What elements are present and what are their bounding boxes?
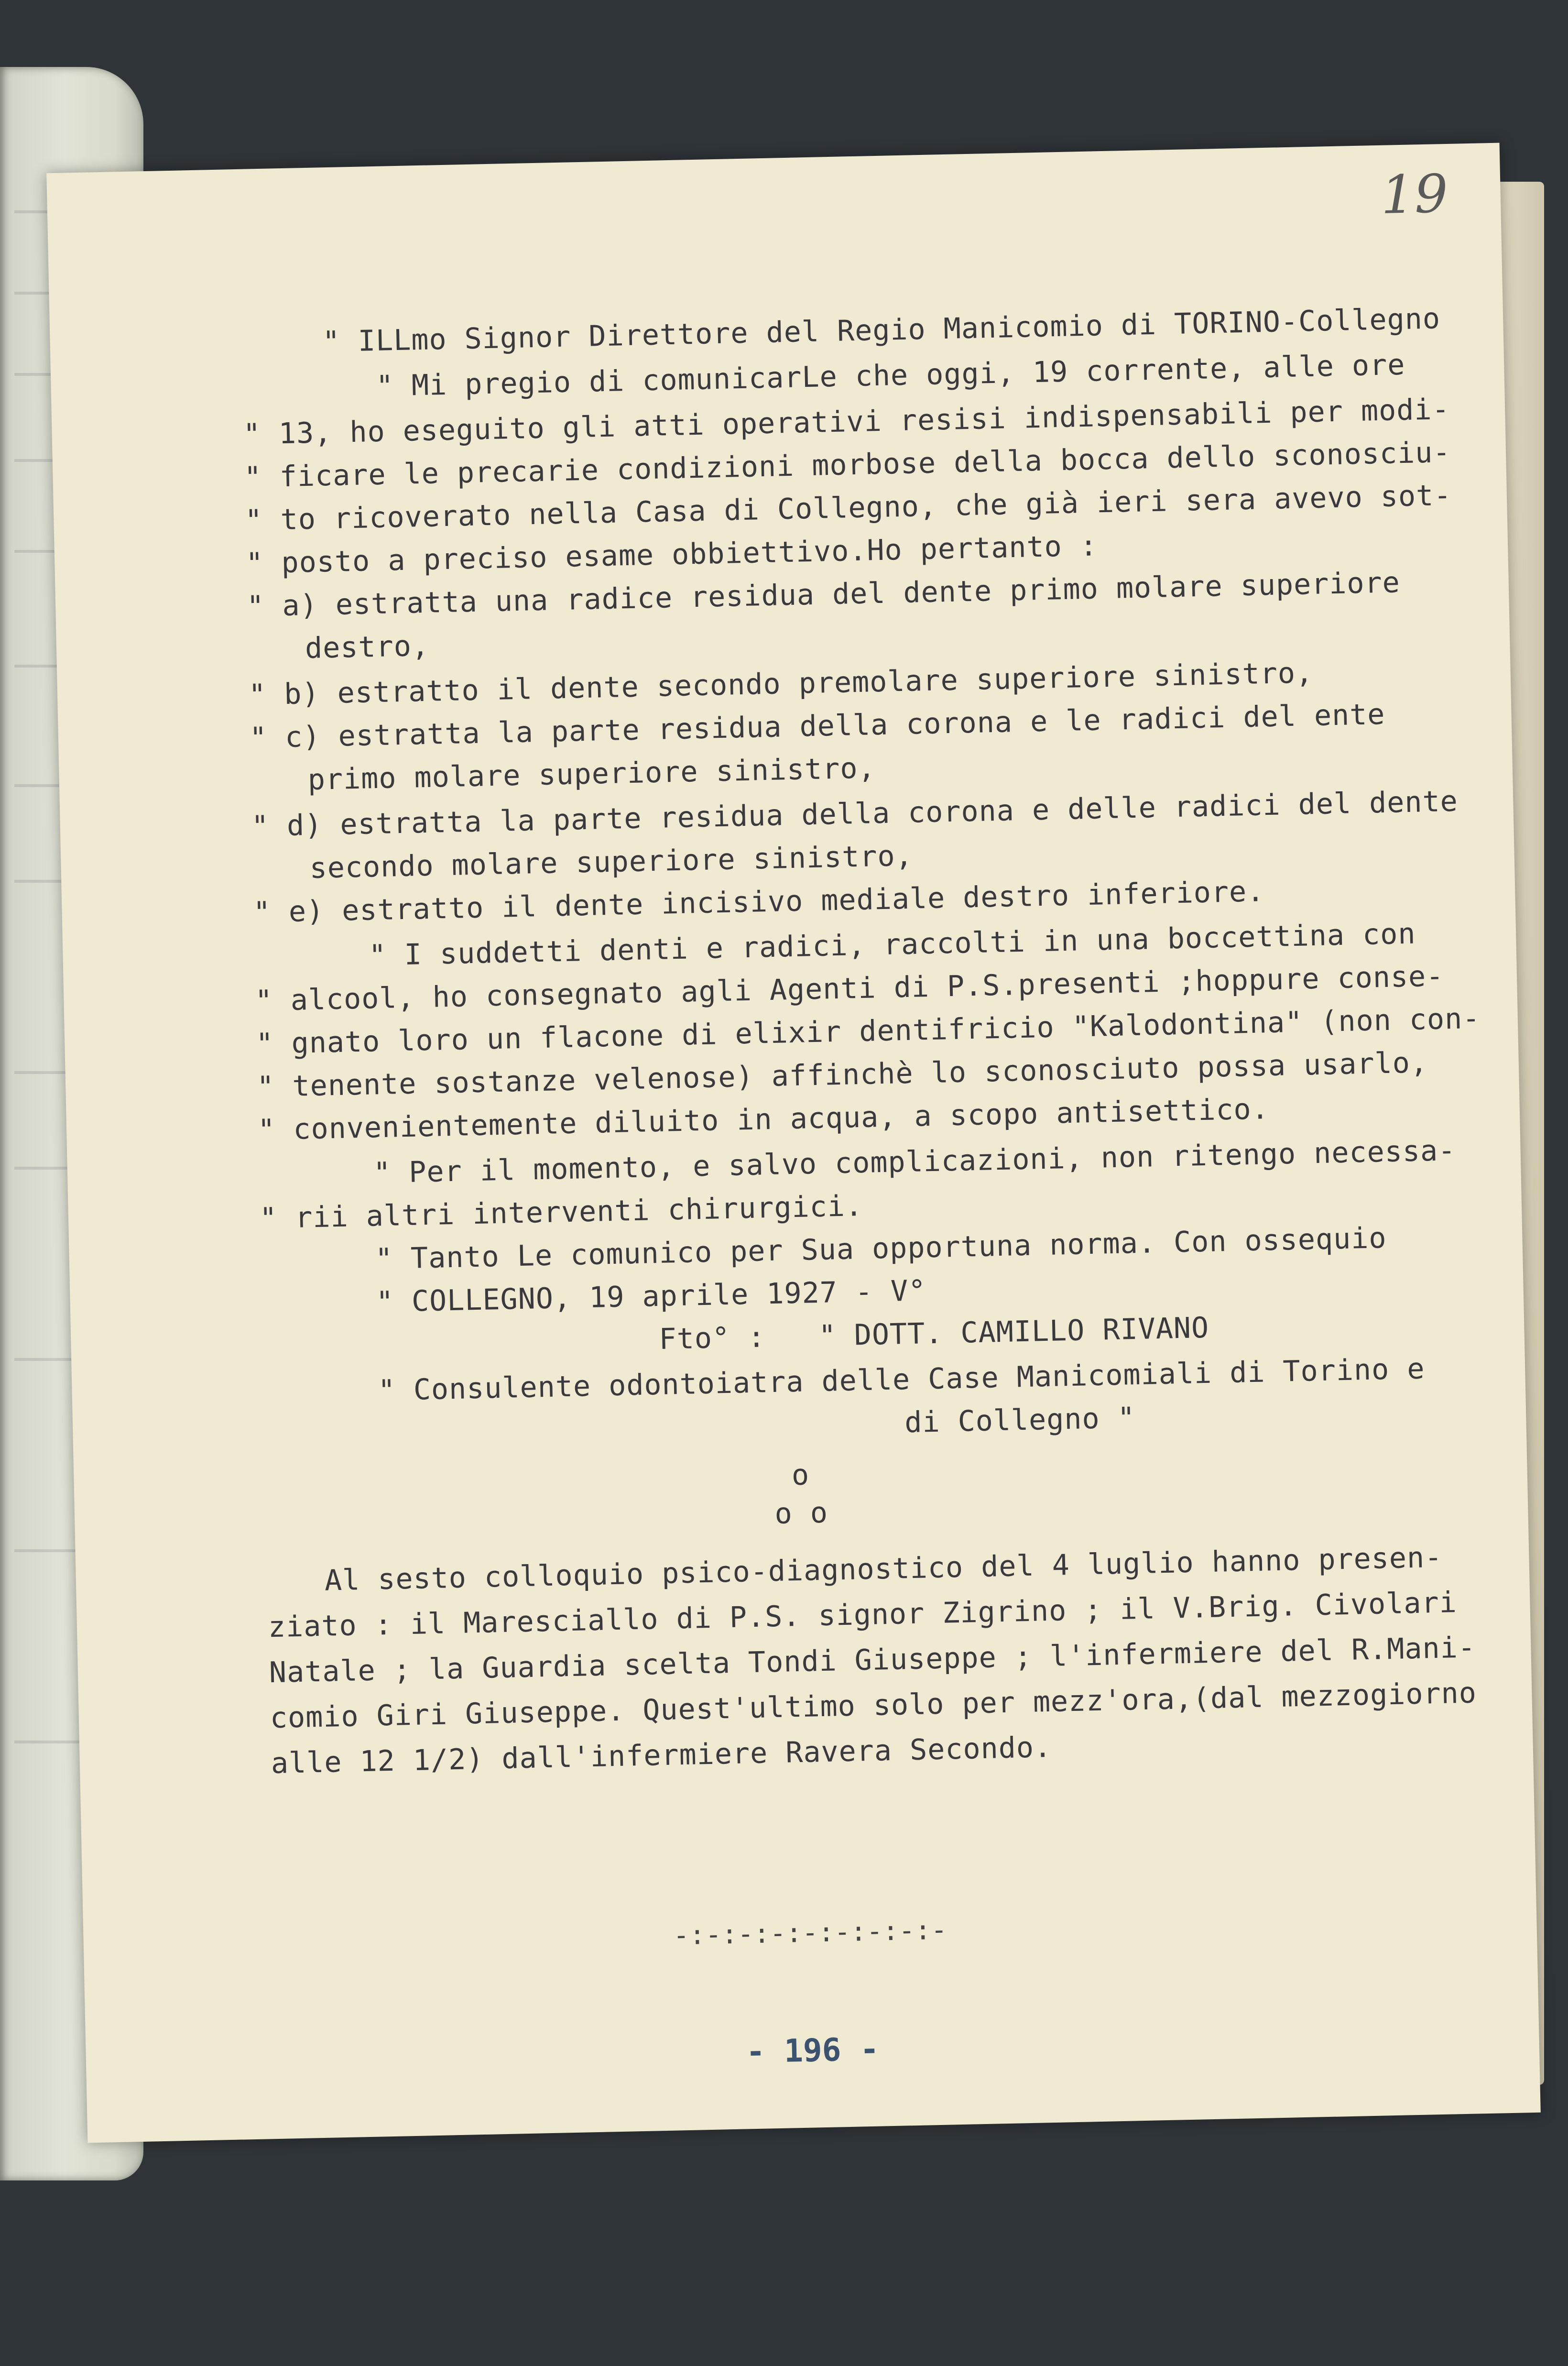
letter-line: " tenente sostanze velenose) affinchè lo sconosciuto possa usarlo, xyxy=(256,1046,1428,1104)
letter-line: " gnato loro un flacone di elixir dentifricio "Kalodontina" (non con- xyxy=(255,1001,1481,1061)
letter-line: primo molare superiore sinistro, xyxy=(307,751,876,797)
letter-line: " b) estratto il dente secondo premolare superiore sinistro, xyxy=(248,656,1314,712)
letter-line: " Mi pregio di comunicarLe che oggi, 19 corrente, alle ore xyxy=(375,348,1406,403)
letter-line: " convenientemente diluito in acqua, a scopo antisettico. xyxy=(257,1092,1270,1147)
letter-line: destro, xyxy=(305,629,430,666)
report-line: alle 12 1/2) dall'infermiere Ravera Secondo. xyxy=(271,1730,1052,1781)
letter-line: " COLLEGNO, 19 aprile 1927 - V° xyxy=(376,1274,927,1319)
document-page xyxy=(46,143,1541,2143)
ornament: o o xyxy=(774,1496,828,1531)
letter-line: " Tanto Le comunico per Sua opportuna norma. Con ossequio xyxy=(375,1221,1387,1276)
letter-line: " posto a preciso esame obbiettivo.Ho pertanto : xyxy=(245,529,1098,581)
letter-line: " c) estratta la parte residua della corona e le radici del ente xyxy=(249,697,1386,755)
report-line: Natale ; la Guardia scelta Tondi Giuseppe ; l'infermiere del R.Mani- xyxy=(269,1631,1476,1690)
letter-line: " I suddetti denti e radici, raccolti in una boccettina con xyxy=(368,917,1416,973)
letter-line: " to ricoverato nella Casa di Collegno, che già ieri sera avevo sot- xyxy=(244,478,1452,537)
letter-line: " d) estratta la parte residua della corona e delle radici del dente xyxy=(251,784,1459,843)
letter-line: " a) estratta una radice residua del dente primo molare superiore xyxy=(246,566,1401,624)
letter-line: " Per il momento, e salvo complicazioni, non ritengo necessa- xyxy=(373,1134,1456,1190)
letter-line: " ficare le precarie condizioni morbose della bocca dello sconosciu- xyxy=(243,435,1451,494)
folio-number: 19 xyxy=(1380,163,1449,226)
report-line: ziato : il Maresciallo di P.S. signor Zigrino ; il V.Brig. Civolari xyxy=(268,1586,1458,1644)
letter-line: secondo molare superiore sinistro, xyxy=(309,839,914,886)
report-line: Al sesto colloquio psico-diagnostico del 4 luglio hanno presen- xyxy=(324,1540,1443,1598)
letter-line: " 13, ho eseguito gli atti operativi resisi indispensabili per modi- xyxy=(242,392,1450,451)
separator: -:-:-:-:-:-:-:-:- xyxy=(673,1914,947,1951)
ornament: o xyxy=(791,1458,810,1492)
page-number: - 196 - xyxy=(745,2030,880,2070)
letter-line: " rii altri interventi chirurgici. xyxy=(259,1189,863,1236)
letter-line: " ILLmo Signor Direttore del Regio Manicomio di TORINO-Collegno xyxy=(322,302,1441,359)
report-line: comio Giri Giuseppe. Quest'ultimo solo per mezz'ora,(dal mezzogiorno xyxy=(270,1676,1477,1735)
letter-line: di Collegno " xyxy=(904,1401,1136,1440)
letter-line: " e) estratto il dente incisivo mediale destro inferiore. xyxy=(252,875,1265,930)
signature-line: Fto° : " DOTT. CAMILLO RIVANO xyxy=(658,1311,1209,1356)
letter-line: " Consulente odontoiatra delle Case Manicomiali di Torino e xyxy=(377,1352,1426,1408)
letter-line: " alcool, ho consegnato agli Agenti di P.S.presenti ;hoppure conse- xyxy=(254,959,1444,1018)
